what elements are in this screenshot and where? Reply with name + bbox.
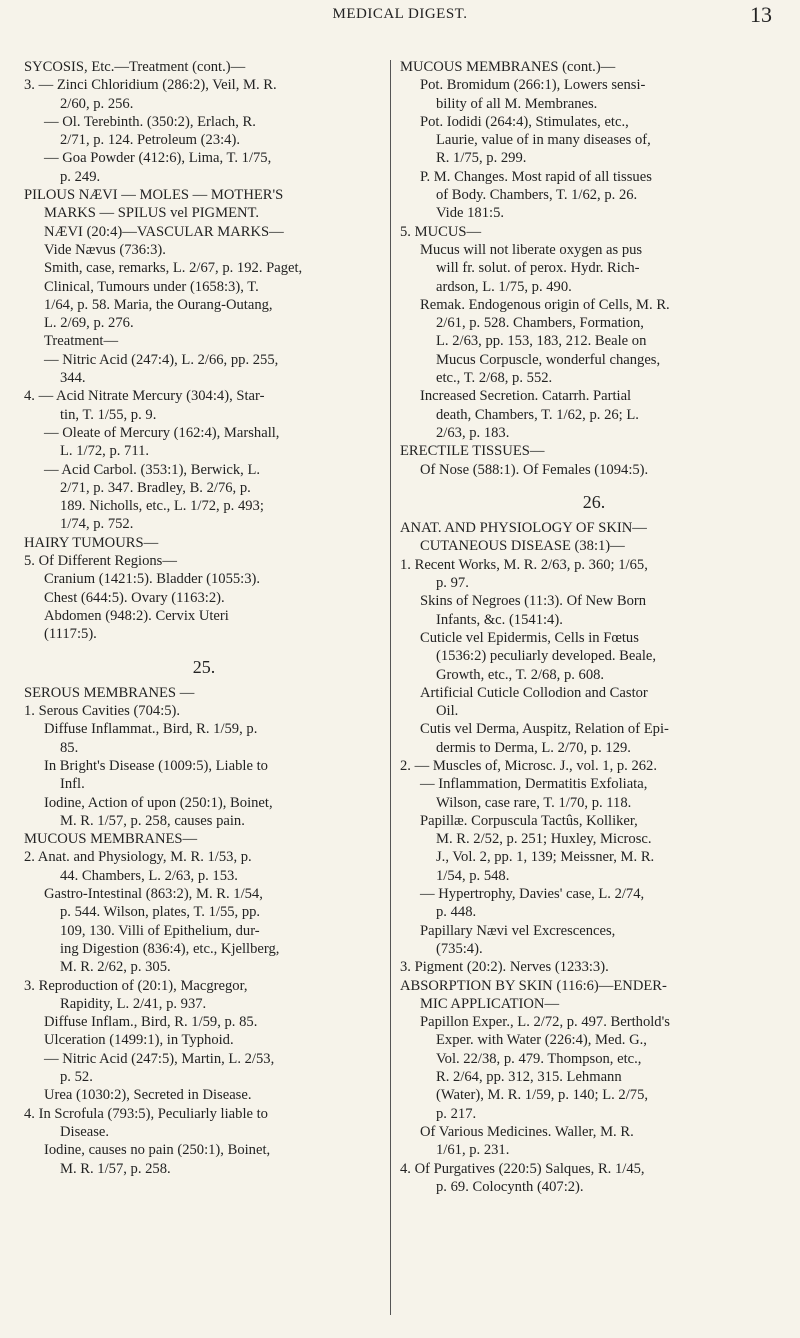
entry-line: Disease. xyxy=(60,1123,110,1140)
entry-line: Of Various Medicines. Waller, M. R. xyxy=(420,1123,634,1140)
entry-line: p. 249. xyxy=(60,168,101,185)
entry-line: Chest (644:5). Ovary (1163:2). xyxy=(44,589,225,606)
entry-line: p. 97. xyxy=(436,575,469,592)
entry-line: Pot. Iodidi (264:4), Stimulates, etc., xyxy=(420,113,629,130)
entry-line: 2. Anat. and Physiology, M. R. 1/53, p. xyxy=(24,849,252,866)
entry-line: ardson, L. 1/75, p. 490. xyxy=(436,278,572,295)
entry-line: p. 544. Wilson, plates, T. 1/55, pp. xyxy=(60,904,261,921)
entry-line: 2/60, p. 256. xyxy=(60,95,134,112)
entry-line: R. 2/64, pp. 312, 315. Lehmann xyxy=(436,1069,622,1086)
section-heading: SYCOSIS, Etc.—Treatment (cont.)— xyxy=(24,59,246,75)
entry-line: L. 1/72, p. 711. xyxy=(60,443,150,460)
entry-line: — Hypertrophy, Davies' case, L. 2/74, xyxy=(420,886,645,903)
section-heading: ABSORPTION BY SKIN (116:6)—ENDER- xyxy=(400,977,667,994)
chapter-number: 26. xyxy=(582,491,606,512)
entry-line: Abdomen (948:2). Cervix Uteri xyxy=(44,607,229,624)
entry-line: 4. — Acid Nitrate Mercury (304:4), Star- xyxy=(24,388,265,405)
entry-line: p. 69. Colocynth (407:2). xyxy=(436,1178,584,1195)
entry-line: Iodine, Action of upon (250:1), Boinet, xyxy=(44,794,273,811)
entry-line: Rapidity, L. 2/41, p. 937. xyxy=(60,995,207,1012)
entry-line: Vide Nævus (736:3). xyxy=(44,241,166,258)
entry-line: Pot. Bromidum (266:1), Lowers sensi- xyxy=(420,77,646,94)
entry-line: 44. Chambers, L. 2/63, p. 153. xyxy=(60,867,238,884)
entry-line: Vide 181:5. xyxy=(436,205,505,222)
entry-line: Gastro-Intestinal (863:2), M. R. 1/54, xyxy=(44,886,263,903)
page-header xyxy=(0,0,800,40)
section-heading: MUCOUS MEMBRANES— xyxy=(24,831,198,848)
entry-line: Cranium (1421:5). Bladder (1055:3). xyxy=(44,571,261,588)
entry-line: 1/54, p. 548. xyxy=(436,867,510,884)
entry-line: Smith, case, remarks, L. 2/67, p. 192. Paget, xyxy=(44,260,303,277)
entry-line: (1117:5). xyxy=(44,626,97,643)
entry-line: 5. Of Different Regions— xyxy=(24,553,177,570)
entry-line: Oil. xyxy=(436,703,459,720)
running-title: MEDICAL DIGEST. xyxy=(332,6,468,22)
entry-line: — Oleate of Mercury (162:4), Marshall, xyxy=(44,424,280,441)
section-heading: MIC APPLICATION— xyxy=(420,995,560,1012)
entry-line: R. 1/75, p. 299. xyxy=(436,150,527,167)
entry-line: 2/61, p. 528. Chambers, Formation, xyxy=(436,315,644,332)
entry-line: — Inflammation, Dermatitis Exfoliata, xyxy=(420,776,648,793)
entry-line: 1/74, p. 752. xyxy=(60,516,134,533)
entry-line: 85. xyxy=(60,739,79,756)
entry-line: L. 2/63, pp. 153, 183, 212. Beale on xyxy=(436,333,647,350)
entry-line: 189. Nicholls, etc., L. 1/72, p. 493; xyxy=(60,498,264,515)
entry-line: Infants, &c. (1541:4). xyxy=(436,611,563,628)
section-heading: MUCOUS MEMBRANES (cont.)— xyxy=(400,59,616,75)
entry-line: Papillon Exper., L. 2/72, p. 497. Berthold's xyxy=(420,1014,670,1031)
entry-line: Clinical, Tumours under (1658:3), T. xyxy=(44,278,259,295)
page-number: 13 xyxy=(750,2,772,27)
entry-line: 344. xyxy=(60,370,86,387)
entry-line: — Goa Powder (412:6), Lima, T. 1/75, xyxy=(44,150,272,167)
entry-line: Laurie, value of in many diseases of, xyxy=(436,132,651,149)
entry-line: M. R. 2/52, p. 251; Huxley, Microsc. xyxy=(436,831,652,848)
section-heading: PILOUS NÆVI — MOLES — MOTHER'S xyxy=(24,187,284,204)
entry-line: Papillæ. Corpuscula Tactûs, Kolliker, xyxy=(420,812,638,829)
section-heading: 5. MUCUS— xyxy=(400,223,482,240)
entry-line: 2/63, p. 183. xyxy=(436,424,510,441)
entry-line: 1. Recent Works, M. R. 2/63, p. 360; 1/65, xyxy=(400,556,648,573)
entry-line: Increased Secretion. Catarrh. Partial xyxy=(420,388,632,405)
entry-line: Wilson, case rare, T. 1/70, p. 118. xyxy=(436,794,632,811)
entry-line: 1/61, p. 231. xyxy=(436,1142,510,1159)
entry-line: Cutis vel Derma, Auspitz, Relation of Epi- xyxy=(420,721,669,738)
section-heading: SEROUS MEMBRANES — xyxy=(24,684,195,701)
entry-line: — Ol. Terebinth. (350:2), Erlach, R. xyxy=(44,113,256,130)
entry-line: Urea (1030:2), Secreted in Disease. xyxy=(44,1087,252,1104)
entry-line: 1/64, p. 58. Maria, the Ourang-Outang, xyxy=(44,296,273,313)
entry-line: Diffuse Inflammat., Bird, R. 1/59, p. xyxy=(44,721,258,738)
entry-line: Diffuse Inflam., Bird, R. 1/59, p. 85. xyxy=(44,1014,258,1031)
entry-line: Remak. Endogenous origin of Cells, M. R. xyxy=(420,296,670,313)
entry-line: dermis to Derma, L. 2/70, p. 129. xyxy=(436,739,631,756)
entry-line: 2/71, p. 347. Bradley, B. 2/76, p. xyxy=(60,479,251,496)
entry-line: Skins of Negroes (11:3). Of New Born xyxy=(420,593,647,610)
left-column xyxy=(24,58,384,1178)
entry-line: 109, 130. Villi of Epithelium, dur- xyxy=(60,922,260,939)
right-column xyxy=(400,58,788,1196)
entry-line: Iodine, causes no pain (250:1), Boinet, xyxy=(44,1142,271,1159)
entry-line: Ulceration (1499:1), in Typhoid. xyxy=(44,1032,234,1049)
entry-line: (735:4). xyxy=(436,940,483,957)
section-heading: ERECTILE TISSUES— xyxy=(400,443,545,460)
entry-line: Infl. xyxy=(60,776,85,793)
entry-line: p. 217. xyxy=(436,1105,477,1122)
entry-line: Mucus will not liberate oxygen as pus xyxy=(420,241,643,258)
subheading: Treatment— xyxy=(44,333,119,350)
entry-line: 2/71, p. 124. Petroleum (23:4). xyxy=(60,132,240,149)
entry-line: Of Nose (588:1). Of Females (1094:5). xyxy=(420,461,649,478)
entry-line: p. 448. xyxy=(436,904,477,921)
entry-line: Cuticle vel Epidermis, Cells in Fœtus xyxy=(420,629,639,646)
section-heading: ANAT. AND PHYSIOLOGY OF SKIN— xyxy=(400,520,647,537)
entry-line: In Bright's Disease (1009:5), Liable to xyxy=(44,757,268,774)
entry-line: (1536:2) peculiarly developed. Beale, xyxy=(436,648,657,665)
entry-line: p. 52. xyxy=(60,1069,93,1086)
column-divider xyxy=(390,60,391,1315)
chapter-number: 25. xyxy=(192,656,216,677)
entry-line: 3. Pigment (20:2). Nerves (1233:3). xyxy=(400,959,609,976)
entry-line: 1. Serous Cavities (704:5). xyxy=(24,703,181,720)
entry-line: Artificial Cuticle Collodion and Castor xyxy=(420,684,648,701)
entry-line: of Body. Chambers, T. 1/62, p. 26. xyxy=(436,187,638,204)
entry-line: Papillary Nævi vel Excrescences, xyxy=(420,922,616,939)
entry-line: L. 2/69, p. 276. xyxy=(44,315,134,332)
entry-line: M. R. 1/57, p. 258. xyxy=(60,1160,171,1177)
entry-line: P. M. Changes. Most rapid of all tissues xyxy=(420,168,652,185)
entry-line: etc., T. 2/68, p. 552. xyxy=(436,370,553,387)
entry-line: 3. Reproduction of (20:1), Macgregor, xyxy=(24,977,248,994)
entry-line: bility of all M. Membranes. xyxy=(436,95,598,112)
entry-line: (Water), M. R. 1/59, p. 140; L. 2/75, xyxy=(436,1087,649,1104)
entry-line: 4. In Scrofula (793:5), Peculiarly liable to xyxy=(24,1105,268,1122)
section-heading: MARKS — SPILUS vel PIGMENT. xyxy=(44,205,260,222)
entry-line: Vol. 22/38, p. 479. Thompson, etc., xyxy=(436,1050,642,1067)
entry-line: death, Chambers, T. 1/62, p. 26; L. xyxy=(436,406,639,423)
entry-line: ing Digestion (836:4), etc., Kjellberg, xyxy=(60,940,280,957)
entry-line: 2. — Muscles of, Microsc. J., vol. 1, p. 262. xyxy=(400,757,657,774)
section-heading: HAIRY TUMOURS— xyxy=(24,534,159,551)
entry-line: M. R. 2/62, p. 305. xyxy=(60,959,171,976)
entry-line: Mucus Corpuscle, wonderful changes, xyxy=(436,351,661,368)
entry-line: — Acid Carbol. (353:1), Berwick, L. xyxy=(44,461,261,478)
entry-line: tin, T. 1/55, p. 9. xyxy=(60,406,157,423)
entry-line: will fr. solut. of perox. Hydr. Rich- xyxy=(436,260,640,277)
section-heading: NÆVI (20:4)—VASCULAR MARKS— xyxy=(44,223,284,240)
entry-line: J., Vol. 2, pp. 1, 139; Meissner, M. R. xyxy=(436,849,655,866)
entry-line: Exper. with Water (226:4), Med. G., xyxy=(436,1032,647,1049)
section-heading: CUTANEOUS DISEASE (38:1)— xyxy=(420,538,625,555)
entry-line: 3. — Zinci Chloridium (286:2), Veil, M. R. xyxy=(24,77,277,94)
entry-line: M. R. 1/57, p. 258, causes pain. xyxy=(60,812,245,829)
entry-line: — Nitric Acid (247:5), Martin, L. 2/53, xyxy=(44,1050,275,1067)
entry-line: — Nitric Acid (247:4), L. 2/66, pp. 255, xyxy=(44,351,279,368)
entry-line: 4. Of Purgatives (220:5) Salques, R. 1/45, xyxy=(400,1160,645,1177)
entry-line: Growth, etc., T. 2/68, p. 608. xyxy=(436,666,605,683)
